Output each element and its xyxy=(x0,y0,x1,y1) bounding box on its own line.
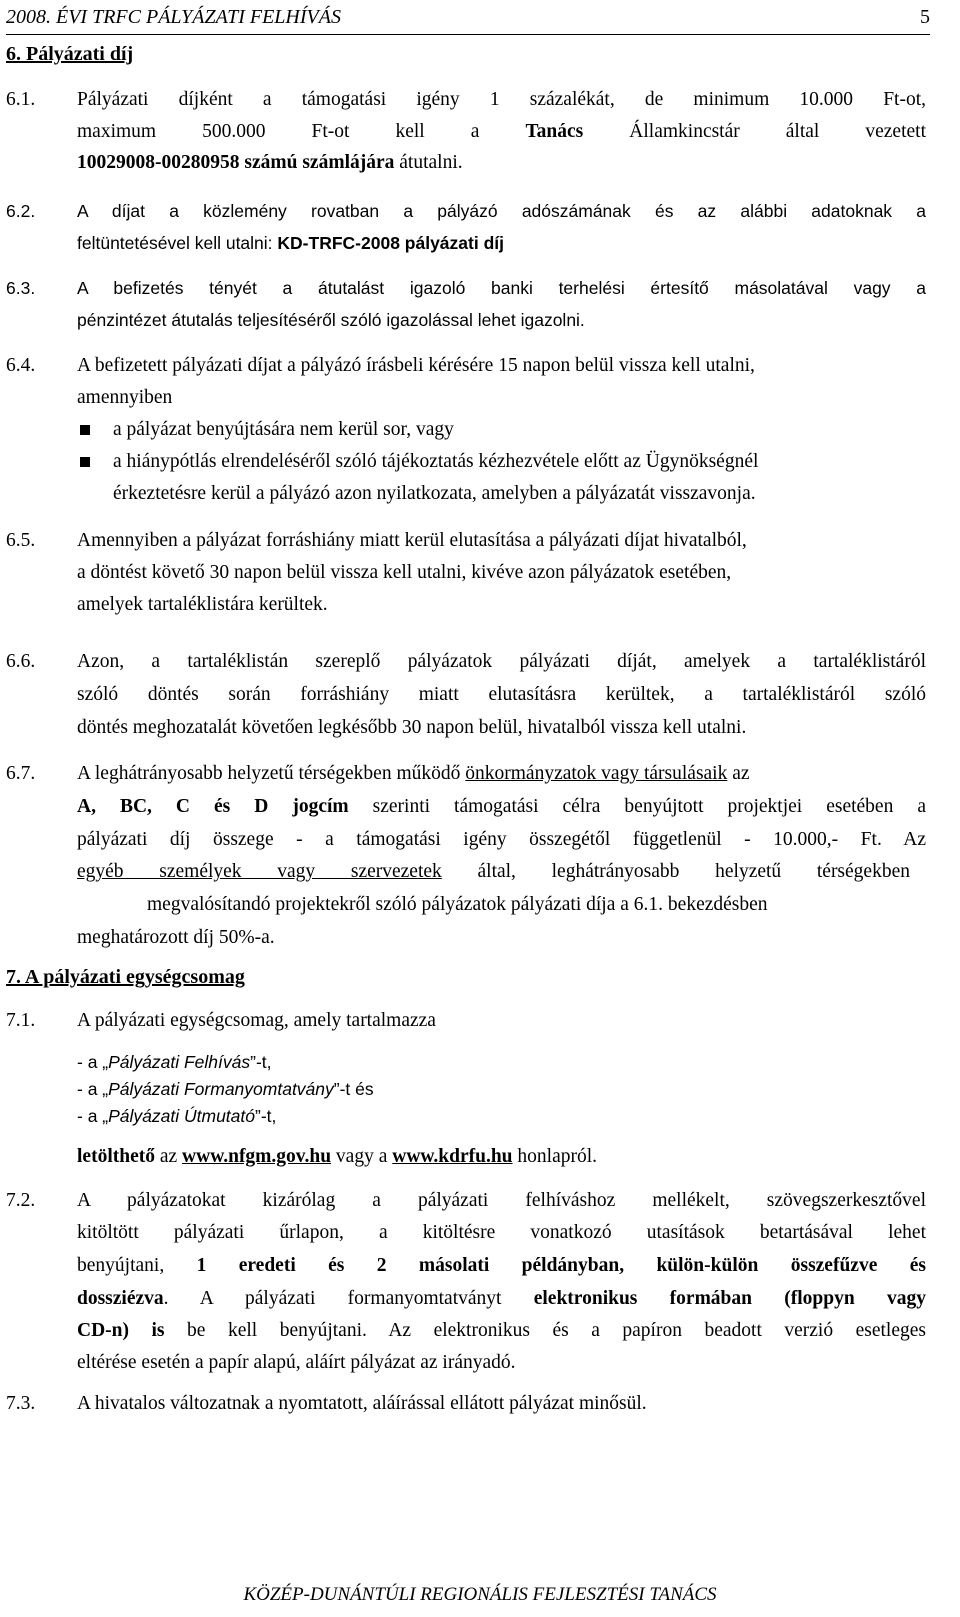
page-header xyxy=(6,6,930,35)
para-6-4-bullet-1: a pályázat benyújtására nem kerül sor, vagy xyxy=(113,419,454,440)
para-7-2-line-5: CD-n) is be kell benyújtani. Az elektronikus és a papíron beadott verzió esetleges xyxy=(77,1320,926,1341)
para-6-1-number: 6.1. xyxy=(6,89,36,110)
para-6-7-number: 6.7. xyxy=(6,763,36,784)
para-6-4-line-2: amennyiben xyxy=(77,387,173,408)
para-7-2-line-1: A pályázatokat kizárólag a pályázati felhíváshoz mellékelt, szövegszerkesztővel xyxy=(77,1190,926,1211)
para-7-3-number: 7.3. xyxy=(6,1393,36,1414)
para-6-2-line-2: feltüntetésével kell utalni: KD-TRFC-2008 pályázati díj xyxy=(77,233,504,253)
para-6-1-line-2: maximum 500.000 Ft-ot kell a Tanács Államkincstár által vezetett xyxy=(77,121,926,142)
package-item-3: - a „Pályázati Útmutató”-t, xyxy=(77,1106,277,1126)
page-footer: KÖZÉP-DUNÁNTÚLI REGIONÁLIS FEJLESZTÉSI TANÁCS xyxy=(243,1584,717,1605)
para-7-1-number: 7.1. xyxy=(6,1010,36,1031)
package-item-2: - a „Pályázati Formanyomtatvány”-t és xyxy=(77,1079,374,1099)
para-6-6-line-3: döntés meghozatalát követően legkésőbb 30 napon belül, hivatalból vissza kell utalni. xyxy=(77,717,747,738)
bullet-icon xyxy=(80,457,90,467)
para-6-6-line-2: szóló döntés során forráshiány miatt elutasításra kerültek, a tartaléklistáról szóló xyxy=(77,684,926,705)
para-6-4-number: 6.4. xyxy=(6,355,36,376)
header-title: 2008. ÉVI TRFC PÁLYÁZATI FELHÍVÁS xyxy=(6,6,341,28)
section-6-heading: 6. Pályázati díj xyxy=(6,43,134,65)
para-7-2-line-2: kitöltött pályázati űrlapon, a kitöltésre vonatkozó utasítások betartásával lehet xyxy=(77,1222,926,1243)
para-6-4-line-1: A befizetett pályázati díjat a pályázó írásbeli kérésére 15 napon belül vissza kell utalni, xyxy=(77,355,755,376)
section-7-heading: 7. A pályázati egységcsomag xyxy=(6,966,245,988)
para-7-2-line-3: benyújtani, 1 eredeti és 2 másolati példányban, külön-külön összefűzve és xyxy=(77,1255,926,1276)
para-6-7-line-4: egyéb személyek vagy szervezetek által, leghátrányosabb helyzetű térségekben xyxy=(77,861,910,882)
para-6-5-line-2: a döntést követő 30 napon belül vissza kell utalni, kivéve azon pályázatok esetében, xyxy=(77,562,732,583)
para-6-7-line-2: A, BC, C és D jogcím szerinti támogatási célra benyújtott projektjei esetében a xyxy=(77,796,926,817)
para-6-4-bullet-2: a hiánypótlás elrendeléséről szóló tájékoztatás kézhezvétele előtt az Ügynökségnél xyxy=(113,451,759,472)
para-6-5-line-1: Amennyiben a pályázat forráshiány miatt kerül elutasítása a pályázati díjat hivatalból, xyxy=(77,530,747,551)
package-item-1: - a „Pályázati Felhívás”-t, xyxy=(77,1052,272,1072)
para-6-6-number: 6.6. xyxy=(6,651,36,672)
para-7-2-number: 7.2. xyxy=(6,1190,36,1211)
para-6-1-line-3: 10029008-00280958 számú számlájára átutalni. xyxy=(77,152,463,173)
page-number: 5 xyxy=(920,6,930,28)
para-7-1-line-1: A pályázati egységcsomag, amely tartalmazza xyxy=(77,1010,436,1031)
para-6-3-line-1: A befizetés tényét a átutalást igazoló banki terhelési értesítő másolatával vagy a xyxy=(77,278,926,298)
para-7-2-line-4: dossziézva. A pályázati formanyomtatványt elektronikus formában (floppyn vagy xyxy=(77,1288,926,1309)
para-6-7-line-5: megvalósítandó projektekről szóló pályázatok pályázati díja a 6.1. bekezdésben xyxy=(147,894,768,915)
nfgm-link[interactable]: www.nfgm.gov.hu xyxy=(182,1146,332,1167)
para-6-2-number: 6.2. xyxy=(6,201,36,221)
para-6-7-line-3: pályázati díj összege - a támogatási igény összegétől függetlenül - 10.000,- Ft. Az xyxy=(77,829,926,850)
para-6-5-line-3: amelyek tartaléklistára kerültek. xyxy=(77,594,328,615)
para-6-3-line-2: pénzintézet átutalás teljesítéséről szóló igazolással lehet igazolni. xyxy=(77,310,585,330)
para-7-3-line-1: A hivatalos változatnak a nyomtatott, aláírással ellátott pályázat minősül. xyxy=(77,1393,647,1414)
para-6-4-bullet-2-cont: érkeztetésre kerül a pályázó azon nyilatkozata, amelyben a pályázatát visszavonja. xyxy=(113,483,756,504)
para-6-7-line-6: meghatározott díj 50%-a. xyxy=(77,927,275,948)
para-6-5-number: 6.5. xyxy=(6,530,36,551)
para-6-6-line-1: Azon, a tartaléklistán szereplő pályázatok pályázati díját, amelyek a tartaléklistáról xyxy=(77,651,926,672)
para-6-2-line-1: A díjat a közlemény rovatban a pályázó adószámának és az alábbi adatoknak a xyxy=(77,201,926,221)
download-line: letölthető az www.nfgm.gov.hu vagy a www.kdrfu.hu honlapról. xyxy=(77,1146,598,1167)
kdrfu-link[interactable]: www.kdrfu.hu xyxy=(392,1146,513,1167)
para-7-2-line-6: eltérése esetén a papír alapú, aláírt pályázat az irányadó. xyxy=(77,1352,516,1373)
para-6-7-line-1: A leghátrányosabb helyzetű térségekben működő önkormányzatok vagy társulásaik az xyxy=(77,763,750,784)
para-6-1-line-1: Pályázati díjként a támogatási igény 1 százalékát, de minimum 10.000 Ft-ot, xyxy=(77,89,926,110)
bullet-icon xyxy=(80,425,90,435)
para-6-3-number: 6.3. xyxy=(6,278,36,298)
